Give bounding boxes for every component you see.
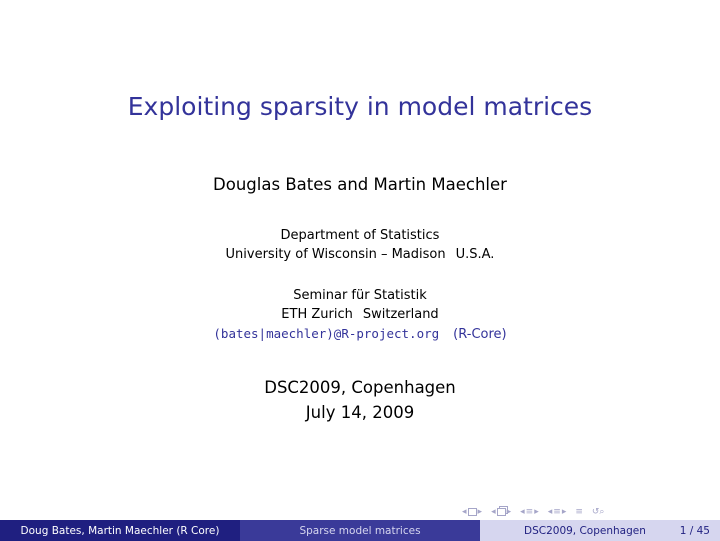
institution-1 <box>0 226 720 264</box>
nav-search-icon[interactable]: ↺⌕ <box>591 507 605 517</box>
nav-section-icon: ≡ <box>553 507 561 517</box>
nav-slide-box-icon <box>468 508 477 516</box>
navigation-bar <box>462 505 610 519</box>
footer-right <box>480 520 720 541</box>
nav-prev-slide-icon[interactable]: ◂ <box>462 507 467 517</box>
nav-next-frame-icon[interactable]: ▸ <box>506 507 512 517</box>
nav-prev-section-icon[interactable]: ◂ <box>547 507 553 517</box>
institution-2 <box>0 286 720 324</box>
date: July 14, 2009 <box>305 403 415 422</box>
event: DSC2009, Copenhagen <box>264 378 456 397</box>
nav-next-subsection-icon[interactable]: ▸ <box>534 507 539 517</box>
nav-next-slide-icon[interactable]: ▸ <box>477 507 483 517</box>
nav-prev-frame-icon[interactable]: ◂ <box>491 507 496 517</box>
nav-next-section-icon[interactable]: ▸ <box>561 507 567 517</box>
date-block <box>0 375 720 425</box>
footer-page-number: 1 / 45 <box>679 524 710 537</box>
country-1: U.S.A. <box>455 247 495 262</box>
footer-event: DSC2009, Copenhagen <box>524 524 646 537</box>
university: University of Wisconsin – Madison <box>225 247 446 262</box>
nav-subsection-icon: ≡ <box>525 507 534 517</box>
authors: Douglas Bates and Martin Maechler <box>213 175 507 194</box>
eth-line <box>0 305 720 324</box>
footer-title: Sparse model matrices <box>240 520 480 541</box>
eth: ETH Zurich <box>281 307 353 322</box>
country-2: Switzerland <box>362 307 439 322</box>
core-label: (R-Core) <box>453 327 507 342</box>
nav-align-icon[interactable]: ≡ <box>575 507 583 517</box>
nav-prev-subsection-icon[interactable]: ◂ <box>520 507 525 517</box>
nav-frame-icon <box>497 508 506 516</box>
footer-authors: Doug Bates, Martin Maechler (R Core) <box>0 520 240 541</box>
footer <box>0 520 720 541</box>
slide-title: Exploiting sparsity in model matrices <box>127 92 593 121</box>
department: Department of Statistics <box>280 228 440 243</box>
email-line <box>0 326 720 342</box>
email-link[interactable]: (bates|maechler)@R-project.org <box>213 326 440 341</box>
university-line <box>0 245 720 264</box>
seminar: Seminar für Statistik <box>293 288 427 303</box>
